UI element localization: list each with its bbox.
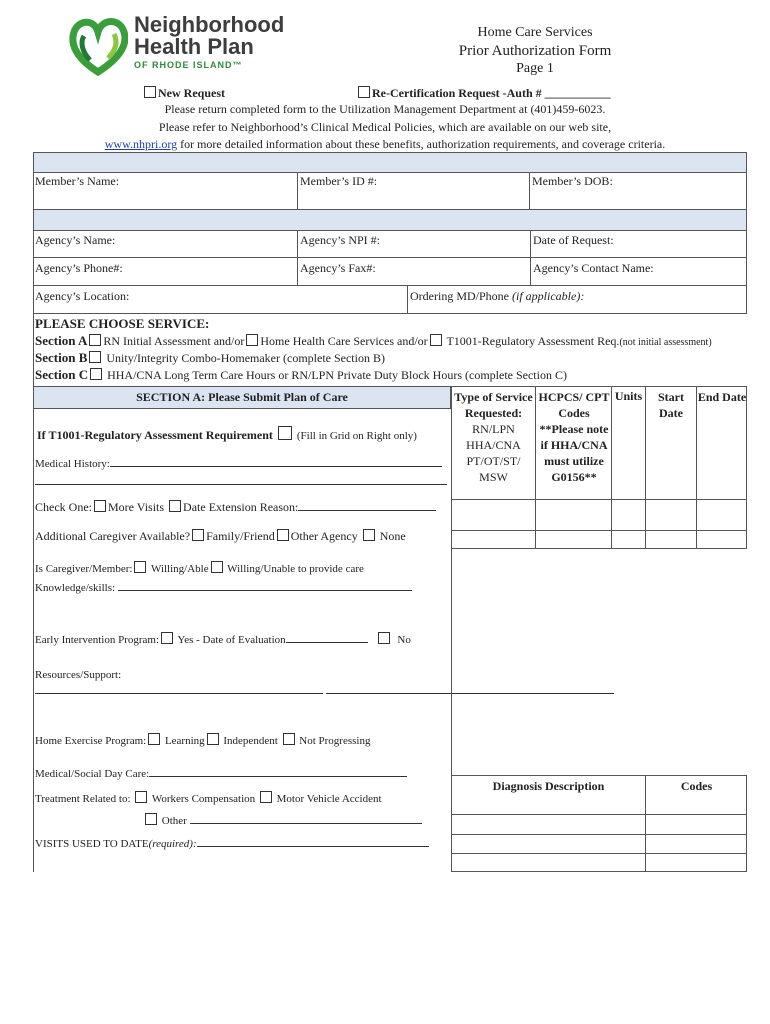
none-checkbox[interactable]	[363, 529, 375, 541]
logo-line1: Neighborhood	[134, 12, 285, 37]
visits-line[interactable]	[197, 846, 429, 847]
t1001-text: If T1001-Regulatory Assessment Requirement	[37, 428, 273, 442]
member-dob-label[interactable]: Member’s DOB:	[532, 174, 613, 188]
willing-label: Willing/Able	[151, 563, 209, 575]
rn-initial-checkbox[interactable]	[89, 334, 101, 346]
other-checkbox[interactable]	[145, 813, 157, 825]
home-health-label: Home Health Care Services and/or	[260, 334, 428, 348]
workers-comp-label: Workers Compensation	[151, 793, 256, 805]
resources-line1[interactable]	[35, 681, 323, 694]
ordering-md-note: (if applicable):	[512, 289, 585, 303]
grid-row-divider	[451, 530, 747, 531]
section-c-text: HHA/CNA Long Term Care Hours or RN/LPN Private Duty Block Hours (complete Section C)	[107, 368, 567, 382]
date-extension-label: Date Extension Reason:	[183, 500, 299, 514]
logo-heart-icon	[68, 14, 128, 76]
t1001-note: (not initial assessment)	[619, 337, 712, 348]
divider	[535, 386, 536, 549]
hcpcs-header	[537, 389, 611, 485]
t1001-label: T1001-Regulatory Assessment Req.	[446, 334, 620, 348]
section-c-option	[35, 367, 567, 383]
rn-initial-label: RN Initial Assessment and/or	[103, 334, 245, 348]
visits-label: VISITS USED TO DATE	[35, 838, 149, 850]
member-id-label[interactable]: Member’s ID #:	[300, 174, 378, 188]
caregiver-row	[35, 529, 406, 544]
not-progressing-checkbox[interactable]	[283, 733, 295, 745]
caregiver-label: Additional Caregiver Available?	[35, 529, 191, 543]
not-progressing-label: Not Progressing	[299, 735, 371, 747]
early-yes-checkbox[interactable]	[161, 632, 173, 644]
early-no-checkbox[interactable]	[378, 632, 390, 644]
learning-label: Learning	[164, 735, 205, 747]
more-visits-checkbox[interactable]	[94, 500, 106, 512]
home-health-checkbox[interactable]	[246, 334, 258, 346]
knowledge-row[interactable]	[35, 582, 412, 594]
diag-divider	[451, 853, 747, 854]
home-exercise-row	[35, 733, 370, 747]
medical-history-line[interactable]	[110, 466, 442, 467]
agency-row3	[33, 285, 747, 314]
none-label: None	[379, 529, 406, 543]
home-exercise-label: Home Exercise Program:	[35, 735, 147, 747]
logo-line3: OF RHODE ISLAND™	[134, 60, 243, 70]
recert-request-checkbox[interactable]	[358, 86, 370, 98]
agency-row1	[33, 230, 747, 258]
t1001-grid-note: (Fill in Grid on Right only)	[296, 430, 417, 442]
medical-history-label: Medical History:	[35, 458, 110, 470]
date-extension-checkbox[interactable]	[169, 500, 181, 512]
section-b-option	[35, 350, 385, 366]
member-header-bar	[33, 152, 747, 173]
new-request-option[interactable]	[142, 86, 225, 101]
recert-request-label: Re-Certification Request -Auth # ___________	[372, 86, 611, 100]
agency-header-bar	[33, 209, 747, 231]
section-b-checkbox[interactable]	[89, 351, 101, 363]
ordering-md-text: Ordering MD/Phone	[410, 289, 509, 303]
motor-vehicle-label: Motor Vehicle Accident	[276, 793, 382, 805]
early-no-label: No	[397, 634, 411, 646]
hcpcs-title: HCPCS/ CPT Codes	[538, 390, 610, 420]
t1001-row	[37, 426, 417, 443]
is-caregiver-row	[35, 561, 364, 575]
medical-history-line2[interactable]	[35, 470, 447, 485]
instruction-line1: Please return completed form to the Utilization Management Department at (401)459-6023.	[164, 102, 606, 116]
section-b-text: Unity/Integrity Combo-Homemaker (complete Section B)	[106, 351, 385, 365]
willing-checkbox[interactable]	[134, 561, 146, 573]
agency-fax-label[interactable]: Agency’s Fax#:	[300, 261, 376, 275]
member-row	[33, 172, 747, 210]
section-c-checkbox[interactable]	[90, 368, 102, 380]
visits-row[interactable]	[35, 838, 429, 850]
type-of-service-sub: RN/LPN HHA/CNA PT/OT/ST/ MSW	[466, 422, 521, 484]
date-extension-line[interactable]	[298, 510, 436, 511]
evaluation-date-line[interactable]	[286, 642, 368, 643]
other-row	[143, 813, 422, 827]
visits-note: (required):	[148, 838, 197, 850]
left-border	[33, 386, 34, 872]
start-date-header: Start Date	[658, 390, 684, 420]
section-a-options	[35, 333, 712, 349]
resources-label: Resources/Support:	[35, 669, 122, 681]
unwilling-label: Willing/Unable to provide care	[227, 563, 364, 575]
divider	[696, 386, 697, 549]
section-b-label: Section B	[35, 350, 88, 365]
family-checkbox[interactable]	[192, 529, 204, 541]
treatment-label: Treatment Related to:	[35, 793, 131, 805]
new-request-checkbox[interactable]	[144, 86, 156, 98]
header-title1: Home Care Services	[477, 25, 593, 40]
unwilling-checkbox[interactable]	[211, 561, 223, 573]
instruction-line2: Please refer to Neighborhood’s Clinical Medical Policies, which are available on our web site,	[158, 120, 612, 134]
is-caregiver-label: Is Caregiver/Member:	[35, 563, 133, 575]
diagnosis-header: Diagnosis Description	[492, 779, 605, 793]
diag-divider	[451, 834, 747, 835]
divider	[611, 386, 612, 549]
end-date-header: End Date	[697, 390, 747, 404]
treatment-row	[35, 791, 382, 805]
grid-header-divider	[451, 499, 747, 500]
agency-phone-label[interactable]: Agency’s Phone#:	[35, 261, 123, 275]
check-one-row	[35, 500, 436, 515]
check-one-label: Check One:	[35, 500, 92, 514]
member-name-label[interactable]: Member’s Name:	[35, 174, 120, 188]
units-header: Units	[614, 389, 643, 403]
resources-row[interactable]	[35, 669, 614, 697]
hcpcs-note: **Please note if HHA/CNA must utilize G0156**	[539, 422, 609, 484]
section-c-label: Section C	[35, 367, 89, 382]
header-page: Page 1	[516, 61, 554, 76]
type-of-service-title: Type of Service Requested:	[454, 390, 533, 420]
t1001-checkbox[interactable]	[430, 334, 442, 346]
ordering-md-label[interactable]	[410, 289, 584, 304]
day-care-label: Medical/Social Day Care:	[35, 768, 150, 780]
early-yes-label: Yes - Date of Evaluation	[177, 634, 286, 646]
resources-line2[interactable]	[326, 681, 614, 694]
type-of-service-header	[452, 389, 535, 485]
instruction-line3-text: for more detailed information about these benefits, authorization requirements, and coverage criteria.	[177, 137, 666, 151]
divider	[297, 230, 298, 286]
header-title2: Prior Authorization Form	[458, 43, 612, 59]
instruction-line3	[0, 137, 770, 152]
more-visits-label: More Visits	[107, 500, 165, 514]
diag-divider	[451, 814, 747, 815]
divider	[529, 172, 530, 210]
new-request-label: New Request	[158, 86, 225, 100]
knowledge-label: Knowledge/skills:	[35, 582, 116, 594]
form-header	[400, 24, 670, 78]
other-agency-label: Other Agency	[290, 529, 358, 543]
agency-npi-label[interactable]: Agency’s NPI #:	[300, 233, 380, 247]
motor-vehicle-checkbox[interactable]	[260, 791, 272, 803]
day-care-line[interactable]	[149, 776, 407, 777]
knowledge-line[interactable]	[118, 590, 412, 591]
nhp-logo	[68, 14, 288, 78]
choose-service-heading: PLEASE CHOOSE SERVICE:	[35, 316, 210, 331]
t1001-grid-checkbox[interactable]	[278, 426, 292, 440]
agency-location-label[interactable]: Agency’s Location:	[35, 289, 130, 303]
agency-name-label[interactable]: Agency’s Name:	[35, 233, 116, 247]
logo-line2: Health Plan	[134, 34, 254, 59]
other-agency-checkbox[interactable]	[277, 529, 289, 541]
early-intervention-row	[35, 632, 411, 646]
family-label: Family/Friend	[206, 529, 275, 543]
independent-label: Independent	[223, 735, 278, 747]
divider	[407, 285, 408, 314]
learning-checkbox[interactable]	[148, 733, 160, 745]
agency-contact-label[interactable]: Agency’s Contact Name:	[533, 261, 654, 275]
medical-history-row[interactable]	[35, 458, 447, 488]
other-label: Other	[161, 815, 187, 827]
other-line[interactable]	[190, 823, 422, 824]
recert-request-option[interactable]	[356, 86, 611, 101]
day-care-row[interactable]	[35, 768, 407, 780]
section-a-label: Section A	[35, 333, 88, 348]
codes-header: Codes	[680, 779, 713, 793]
website-link[interactable]: www.nhpri.org	[104, 137, 178, 151]
divider	[530, 230, 531, 286]
section-a-title: SECTION A: Please Submit Plan of Care	[136, 390, 348, 404]
date-of-request-label[interactable]: Date of Request:	[533, 233, 614, 247]
grid-left-border	[451, 549, 452, 775]
divider	[297, 172, 298, 210]
independent-checkbox[interactable]	[207, 733, 219, 745]
workers-comp-checkbox[interactable]	[135, 791, 147, 803]
early-intervention-label: Early Intervention Program:	[35, 634, 160, 646]
